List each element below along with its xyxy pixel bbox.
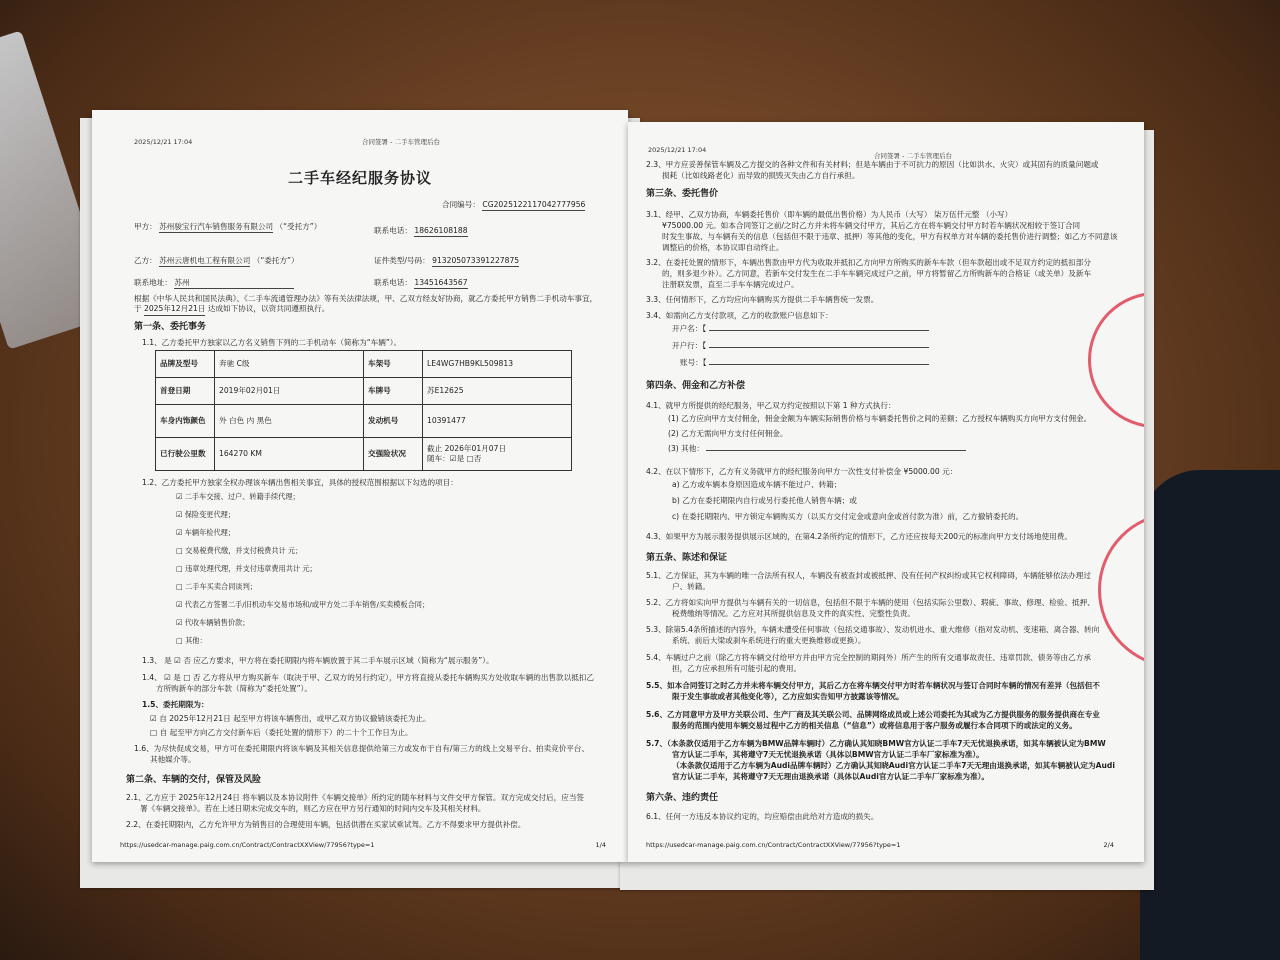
clause-3-2-c: 注册联发票，直至二手车车辆完成过户。 xyxy=(662,280,799,289)
phone-label: 联系电话： xyxy=(374,226,412,235)
clause-4-1-2: (2) 乙方无需向甲方支付任何佣金。 xyxy=(668,429,788,438)
clause-3-1-c: 时发生事故、与车辆有关的信息（包括但不限于违章、抵押）等其他的变化，甲方有权单方对车辆的委托售价进行调整；如乙方不同意该 xyxy=(662,232,1118,241)
plate-value: 苏E12625 xyxy=(423,378,572,405)
account-name-label: 开户名：【 xyxy=(672,324,707,333)
section-5-title: 第五条、陈述和保证 xyxy=(646,553,728,563)
mileage-label: 已行驶公里数 xyxy=(156,438,215,471)
account-no-field xyxy=(709,364,929,365)
party-a-role: （“受托方”） xyxy=(275,222,322,231)
party-a-label: 甲方： xyxy=(134,222,157,231)
clause-4-1-1: (1) 乙方应向甲方支付佣金，佣金金额为车辆实际销售价格与车辆委托售价之间的差额；乙方授权车辆购买方向甲方支付佣金。 xyxy=(668,414,1092,423)
clause-1-5-a: ☑ 自 2025年12月21日 起至甲方将该车辆售出，或甲乙双方协议撤销该委托为止。 xyxy=(150,714,431,723)
page-url: https://usedcar-manage.paig.com.cn/Contract/ContractXXView/77956?type=1 xyxy=(120,841,375,850)
account-bank-field xyxy=(709,347,929,348)
reg-date-label: 首登日期 xyxy=(156,378,215,405)
clause-4-2-c: c) 在委托期限内、甲方锁定车辆购买方（以买方交付定金或意向金或首付款为准）前，乙方撤销委托的。 xyxy=(672,512,1024,521)
option-item: ☑ 保险变更代理； xyxy=(176,510,236,519)
clause-4-2-a: a) 乙方或车辆本身原因造成车辆不能过户、转籍； xyxy=(672,480,842,489)
clause-3-2: 3.2、在委托处置的情形下，车辆出售款由甲方代为收取并抵扣乙方向甲方所购买的新车车款（但车款超出或不足双方约定的抵扣部分 xyxy=(646,258,1091,267)
page-number: 1/4 xyxy=(595,841,606,850)
section-2-title: 第二条、车辆的交付，保管及风险 xyxy=(126,775,262,785)
clause-2-1-cont: 署《车辆交接单》。若在上述日期未完成交车的，则乙方应在甲方另行通知的时间内交车及其相关材料。 xyxy=(140,804,486,813)
clause-4-1: 4.1、就甲方所提供的经纪服务，甲乙双方约定按照以下第 1 种方式执行： xyxy=(646,401,896,410)
contract-no: CG2025122117042777956 xyxy=(482,200,585,211)
insurance-onboard: 随车：☑是 □否 xyxy=(427,454,482,463)
clause-2-3: 2.3、甲方应妥善保管车辆及乙方提交的各种文件和有关材料；但是车辆由于不可抗力的原因（比如洪水、火灾）或其固有的质量问题或 xyxy=(646,160,1099,169)
insurance-expiry: 截止 2026年01月07日 xyxy=(427,443,507,453)
section-6-title: 第六条、违约责任 xyxy=(646,793,719,803)
clause-5-3: 5.3、除第5.4条所描述的内容外，车辆未遭受任何事故（包括交通事故）、发动机进水、重大维修（指对发动机、变速箱、离合器、转向 xyxy=(646,625,1100,634)
option-item: □ 违章处理代理，并支付违章费用共计 元； xyxy=(176,564,317,573)
color-label: 车身内饰颜色 xyxy=(156,405,215,438)
clause-4-2-b: b) 乙方在委托期限内自行或另行委托他人销售车辆；或 xyxy=(672,496,857,505)
print-header: 合同签署 - 二手车管理后台 xyxy=(874,152,952,160)
option-item: ☑ 二手车交接、过户、转籍手续代理； xyxy=(176,492,300,501)
option-item: □ 其他： xyxy=(176,636,207,645)
clause-5-6-b: 服务的范围内使用车辆交易过程中乙方的相关信息（“信息”）或将信息用于客户服务或履行本合同项下的或法定的义务。 xyxy=(672,721,1077,730)
clause-3-3: 3.3、任何情形下，乙方均应向车辆购买方提供二手车辆售统一发票。 xyxy=(646,295,879,304)
clause-4-1-3: (3) 其他： xyxy=(668,444,704,453)
clause-4-2: 4.2、在以下情形下，乙方有义务就甲方的经纪服务向甲方一次性支付补偿金 ¥5000.00 元： xyxy=(646,467,958,476)
clause-5-5-b: 限于发生事故或者其他变化等），乙方应如实告知甲方披露该等情况。 xyxy=(672,692,904,701)
option-item: □ 二手车买卖合同谈判； xyxy=(176,582,257,591)
contract-no-label: 合同编号： xyxy=(442,200,480,209)
dark-cloth xyxy=(1140,470,1280,960)
page-url: https://usedcar-manage.paig.com.cn/Contract/ContractXXView/77956?type=1 xyxy=(646,841,901,850)
print-datetime: 2025/12/21 17:04 xyxy=(134,138,193,146)
print-header: 合同签署 - 二手车管理后台 xyxy=(362,138,440,146)
clause-5-1: 5.1、乙方保证，其为车辆的唯一合法所有权人，车辆没有被查封或被抵押、没有任何产权纠纷或其它权利障碍，车辆能够依法办理过 xyxy=(646,571,1091,580)
option-item: ☑ 代表乙方签署二手/旧机动车交易市场和/或甲方处二手车销售/买卖模板合同； xyxy=(176,600,430,609)
engine-value: 10391477 xyxy=(423,405,572,438)
clause-3-1: 3.1、经甲、乙双方协商，车辆委托售价（即车辆的最低出售价格）为人民币（大写） 柒万伍仟元整 （小写） xyxy=(646,210,1013,219)
option-item: □ 交易税费代缴，并支付税费共计 元； xyxy=(176,546,303,555)
address: 苏州 xyxy=(174,278,294,289)
page-number: 2/4 xyxy=(1103,841,1114,850)
intro-end: 达成如下协议，以资共同遵照执行。 xyxy=(207,304,330,314)
address-label: 联系地址： xyxy=(134,278,172,287)
phone-label: 联系电话： xyxy=(374,278,412,287)
clause-5-7: 5.7、（本条款仅适用于乙方车辆为BMW品牌车辆时）乙方确认其知晓BMW官方认证二手车7天无忧退换承诺，如其车辆被认定为BMW xyxy=(646,739,1106,748)
contract-page-2 xyxy=(628,122,1144,862)
clause-3-2-b: 的，则多退少补）。乙方同意，若新车交付发生在二手车车辆完成过户之前，甲方将暂留乙方所购新车的合格证（或关单）及新车 xyxy=(662,269,1092,278)
account-bank-label: 开户行：【 xyxy=(672,341,707,350)
party-b-phone: 13451643567 xyxy=(414,278,467,289)
vin-label: 车架号 xyxy=(364,351,423,378)
section-3-title: 第三条、委托售价 xyxy=(646,189,719,199)
party-a-name: 苏州骏宝行汽车销售服务有限公司 xyxy=(159,222,273,233)
clause-1-6: 1.6、为尽快促成交易，甲方可在委托期限内将该车辆及其相关信息提供给第三方或发布于自有/第三方的线上交易平台、拍卖竞价平台、 xyxy=(134,744,590,753)
option-item: ☑ 代收车辆销售价款； xyxy=(176,618,250,627)
clause-5-2: 5.2、乙方将如实向甲方提供与车辆有关的一切信息，包括但不限于车辆的使用（包括实际公里数）、瑕疵、事故、修理、检验、抵押、 xyxy=(646,598,1095,607)
clause-1-5: 1.5、委托期限为： xyxy=(142,700,209,709)
color-value: 外 白色 内 黑色 xyxy=(215,405,364,438)
mileage-value: 164270 KM xyxy=(215,438,364,471)
contract-page-1 xyxy=(92,110,628,862)
clause-3-1-b: ¥75000.00 元。如本合同签订之前/之时乙方并未将车辆交付甲方，其后乙方在将车辆交付甲方时若车辆状况相较于签订合同 xyxy=(662,221,1081,230)
clause-4-3: 4.3、如果甲方为展示服务提供展示区域的，在第4.2条所约定的情形下，乙方还应按每天200元的标准向甲方支付场地使用费。 xyxy=(646,532,1072,541)
intro-text: 根据《中华人民共和国民法典》、《二手车流通管理办法》等有关法律法规，甲、乙双方经友好协商，就乙方委托甲方销售二手机动车事宜，于 xyxy=(134,294,598,314)
insurance-label: 交强险状况 xyxy=(364,438,423,471)
clause-5-1-b: 户、转籍。 xyxy=(672,582,710,591)
clause-1-3: 1.3、 是 ☑ 否 应乙方要求，甲方将在委托期限内将车辆放置于其二手车展示区域（简称为“展示服务”）。 xyxy=(142,656,494,665)
clause-5-7-b: 官方认证二手车，其将遵守7天无忧退换承诺（具体以BMW官方认证二手车厂家标准为准）。 xyxy=(672,750,984,759)
clause-1-5-b: □ 自 起至甲方向乙方交付新车后（委托处置的情形下）的二十个工作日为止。 xyxy=(150,728,413,737)
vehicle-info-table xyxy=(155,350,572,471)
intro-date: 2025年12月21日 xyxy=(144,304,205,315)
clause-5-3-b: 系统、前后大梁或刹车系统进行的重大更换维修或更换）。 xyxy=(672,636,866,645)
clause-2-1: 2.1、乙方应于 2025年12月24日 将车辆以及本协议附件《车辆交接单》所约定的随车材料与文件交甲方保管。双方完成交付后，应当签 xyxy=(126,793,585,802)
clause-5-4-b: 担，乙方应承担所有可能引起的费用。 xyxy=(672,664,802,673)
clause-5-5: 5.5、如本合同签订之时乙方并未将车辆交付甲方，其后乙方在将车辆交付甲方时若车辆状况与签订合同时车辆的情况有差异（包括但不 xyxy=(646,681,1100,690)
print-datetime: 2025/12/21 17:04 xyxy=(648,146,707,154)
clause-5-7-d: 官方认证二手车，其将遵守7天无理由退换承诺（具体以Audi官方认证二手车厂家标准为准）。 xyxy=(672,772,989,781)
page-title: 二手车经纪服务协议 xyxy=(287,169,432,187)
clause-1-1: 1.1、乙方委托甲方独家以乙方名义销售下列的二手机动车（简称为“车辆”）。 xyxy=(142,338,402,347)
engine-label: 发动机号 xyxy=(364,405,423,438)
party-b-role: （“委托方”） xyxy=(252,256,299,265)
section-4-title: 第四条、佣金和乙方补偿 xyxy=(646,381,746,391)
account-name-field xyxy=(709,330,929,331)
company-seal-a xyxy=(1088,292,1144,428)
brand-label: 品牌及型号 xyxy=(156,351,215,378)
brand-value: 奔驰 C级 xyxy=(215,351,364,378)
clause-3-1-d: 调整后的价格，本协议即自动终止。 xyxy=(662,243,784,252)
party-b-label: 乙方： xyxy=(134,256,157,265)
vin-value: LE4WG7HB9KL509813 xyxy=(423,351,572,378)
other-field xyxy=(706,450,966,451)
clause-1-6-cont: 其他媒介等。 xyxy=(150,755,196,764)
party-b-name: 苏州云唐机电工程有限公司 xyxy=(159,256,250,267)
clause-6-1: 6.1、任何一方违反本协议约定的，均应赔偿由此给对方造成的损失。 xyxy=(646,812,879,821)
clause-3-4: 3.4、如需向乙方支付款项，乙方的收款账户信息如下： xyxy=(646,311,833,320)
clause-5-6: 5.6、乙方同意甲方及甲方关联公司、生产厂商及其关联公司、品牌网络成员或上述公司委托为其或为乙方提供服务的服务提供商在专业 xyxy=(646,710,1100,719)
clause-2-3-cont: 损耗（比如线路老化）而导致的损毁灭失由乙方自行承担。 xyxy=(662,171,860,180)
clause-2-2: 2.2、在委托期限内，乙方允许甲方为销售目的合理使用车辆，包括供潜在买家试乘试驾。乙方不得要求甲方提供补偿。 xyxy=(126,820,526,829)
clause-1-2: 1.2、乙方委托甲方独家全权办理该车辆出售相关事宜，具体的授权范围根据以下勾选的项目： xyxy=(142,478,458,487)
clause-1-4-cont: 方所购新车的部分车款（简称为“委托处置”）。 xyxy=(156,684,312,693)
reg-date-value: 2019年02月01日 xyxy=(215,378,364,405)
insurance-value xyxy=(423,438,572,471)
clause-1-4: 1.4、 ☑ 是 □ 否 乙方将从甲方购买新车（取决于甲、乙双方的另行约定），甲方将直接从委托车辆购买方处收取车辆的出售款以抵扣乙 xyxy=(142,673,594,682)
option-item: ☑ 车辆年检代理； xyxy=(176,528,236,537)
party-a-phone: 18626108188 xyxy=(414,226,467,237)
company-seal-b xyxy=(1098,512,1144,668)
plate-label: 车牌号 xyxy=(364,378,423,405)
clause-5-4: 5.4、车辆过户之前（除乙方将车辆交付给甲方并由甲方完全控制的期间外）所产生的所有交通事故责任、违章罚款、债务等由乙方承 xyxy=(646,653,1091,662)
clause-5-7-c: （本条款仅适用于乙方车辆为Audi品牌车辆时）乙方确认其知晓Audi官方认证二手车7天无理由退换承诺，如其车辆被认定为Audi xyxy=(672,761,1115,770)
section-1-title: 第一条、委托事务 xyxy=(134,322,207,332)
id-label: 证件类型/号码： xyxy=(374,256,430,265)
account-no-label: 账号：【 xyxy=(680,358,707,367)
clause-5-2-b: 税费缴纳等情况。乙方应对其所提供信息及文件的真实性、完整性负责。 xyxy=(672,609,915,618)
party-b-id: 913205073391227875 xyxy=(432,256,519,267)
